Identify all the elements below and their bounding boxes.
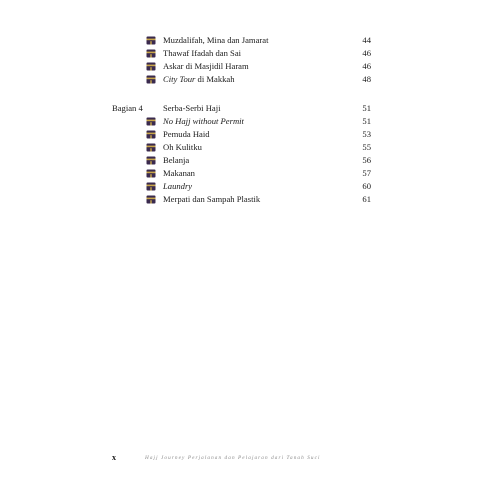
toc-entry-title: Muzdalifah, Mina dan Jamarat <box>163 35 269 45</box>
toc-entry-title: Oh Kulitku <box>163 142 202 152</box>
toc-entry[interactable] <box>0 128 497 141</box>
toc-entry-page: 57 <box>362 168 371 178</box>
kaaba-icon <box>146 75 156 84</box>
toc-entry-title-italic: Laundry <box>163 181 193 191</box>
toc-entry-title <box>163 180 192 193</box>
toc-entry-title-italic: City Tour <box>163 74 196 84</box>
toc-entry-title-rest: di Makkah <box>195 74 235 84</box>
toc-entry[interactable] <box>0 167 497 180</box>
toc-entry-page: 56 <box>362 155 371 165</box>
toc-entry-page: 46 <box>362 61 371 71</box>
toc-entry-page: 46 <box>362 48 371 58</box>
kaaba-icon <box>146 169 156 178</box>
kaaba-icon <box>146 130 156 139</box>
toc-entry[interactable] <box>0 115 497 128</box>
toc-entry-page: 60 <box>362 181 371 191</box>
kaaba-icon <box>146 156 156 165</box>
toc-entry-page: 61 <box>362 194 371 204</box>
toc-entry-title <box>163 73 235 86</box>
toc-entry-title-italic: No Hajj without Permit <box>163 116 244 126</box>
kaaba-icon <box>146 143 156 152</box>
kaaba-icon <box>146 36 156 45</box>
toc-entry-page: 55 <box>362 142 371 152</box>
part-label: Bagian 4 <box>112 103 143 113</box>
toc-entry-page: 51 <box>362 116 371 126</box>
part-title: Serba-Serbi Haji <box>163 103 221 113</box>
toc-entry[interactable] <box>0 73 497 86</box>
toc-entry[interactable] <box>0 47 497 60</box>
toc-entry[interactable] <box>0 154 497 167</box>
toc-entry[interactable] <box>0 141 497 154</box>
toc-entry[interactable] <box>0 34 497 47</box>
toc-entry-title: Belanja <box>163 155 190 165</box>
part-page: 51 <box>362 103 371 113</box>
toc-entry-title: Merpati dan Sampah Plastik <box>163 194 261 204</box>
running-head: Hajj Journey Perjalanan dan Pelajaran dari Tanah Suci <box>145 455 321 461</box>
toc-entry-title: Makanan <box>163 168 195 178</box>
toc-entry[interactable] <box>0 193 497 206</box>
toc-part-heading[interactable] <box>0 102 497 115</box>
toc-entry-page: 53 <box>362 129 371 139</box>
toc-entry-title: Askar di Masjidil Haram <box>163 61 249 71</box>
kaaba-icon <box>146 62 156 71</box>
toc-entry-page: 48 <box>362 74 371 84</box>
kaaba-icon <box>146 182 156 191</box>
kaaba-icon <box>146 117 156 126</box>
toc-entry[interactable] <box>0 60 497 73</box>
toc-entry[interactable] <box>0 180 497 193</box>
kaaba-icon <box>146 195 156 204</box>
toc-entry-page: 44 <box>362 35 371 45</box>
folio: x <box>112 453 116 462</box>
toc-entry-title: Pemuda Haid <box>163 129 210 139</box>
toc-entry-title <box>163 115 244 128</box>
toc-entry-title: Thawaf Ifadah dan Sai <box>163 48 242 58</box>
kaaba-icon <box>146 49 156 58</box>
